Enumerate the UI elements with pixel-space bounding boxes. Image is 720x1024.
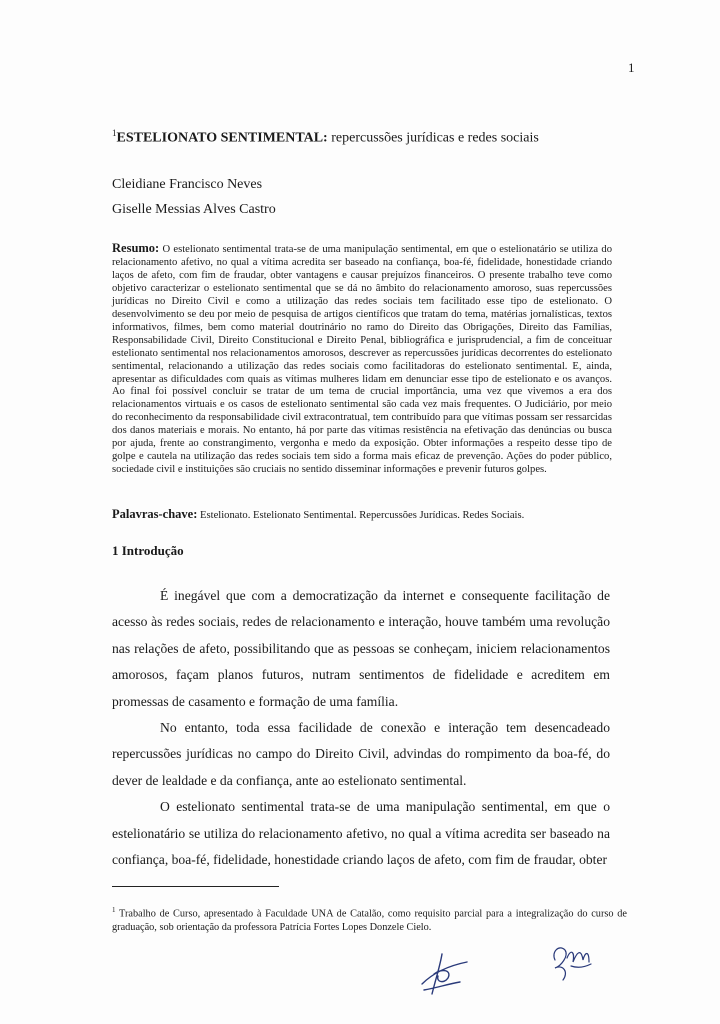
abstract-label: Resumo: <box>112 241 160 255</box>
keywords-text: Estelionato. Estelionato Sentimental. Repercussões Jurídicas. Redes Sociais. <box>197 510 525 521</box>
footnote-marker: 1 <box>112 906 116 914</box>
signature-2 <box>545 938 597 986</box>
footnote <box>112 904 627 934</box>
paper-title <box>112 128 539 147</box>
footnote-divider <box>112 886 279 887</box>
body-paragraph-1: É inegável que com a democratização da internet e consequente facilitação de acesso às redes sociais, redes de relacionamento e interação, houve também uma revolução nas relações de afeto, possibilitando que as pessoas se conheçam, iniciem relacionamentos amorosos, façam planos futuros, nutram sentimentos de fidelidade e acreditem em promessas de casamento e formação de uma família. <box>112 588 610 709</box>
section-title: 1 Introdução <box>112 543 184 558</box>
title-subtitle: repercussões jurídicas e redes sociais <box>327 130 539 146</box>
body-paragraph-3: O estelionato sentimental trata-se de uma manipulação sentimental, em que o estelionatário se utiliza do relacionamento afetivo, no qual a vítima acredita ser baseado na confiança, boa-fé, fidelidade, honestidade criando laços de afeto, com fim de fraudar, obter <box>112 799 610 868</box>
body-paragraph-2: No entanto, toda essa facilidade de conexão e interação tem desencadeado repercussões jurídicas no campo do Direito Civil, advindas do rompimento da boa-fé, do dever de lealdade e da confiança, ante ao estelionato sentimental. <box>112 720 610 788</box>
abstract <box>112 242 612 477</box>
page-number: 1 <box>628 60 635 75</box>
author-1: Cleidiane Francisco Neves <box>112 177 263 192</box>
title-footnote-marker: 1 <box>112 128 117 138</box>
abstract-text: O estelionato sentimental trata-se de uma manipulação sentimental, em que o estelionatário se utiliza do relacionamento afetivo, no qual a vítima acredita ser baseado na confiança, boa-fé, fidelidade, honestidade criando laços de afeto, com fim de fraudar, obter vantagens e causar prejuízos financeiros. O presente trabalho teve como objetivo caracterizar o estelionato sentimental que se dá no âmbito do relacionamento amoroso, suas repercussões jurídicas no Direito Civil e como a utilização das redes sociais tem facilitado esse tipo de estelionato. O desenvolvimento se deu por meio de pesquisa de artigos científicos que tratam do tema, matérias jornalísticas, textos informativos, filmes, bem como material doutrinário no ramo do Direito das Obrigações, Direito das Famílias, Responsabilidade Civil, Direito Constitucional e Direito Penal, bibliográfica e jurisprudencial, a fim de conceituar estelionato sentimental nos relacionamentos amorosos, descrever as repercussões jurídicas decorrentes do estelionato sentimental, relacionando a utilização das redes sociais como facilitadoras do estelionato sentimental. E, ainda, apresentar as dificuldades com quais as vítimas mulheres lidam em denunciar esse tipo de estelionato e os avanços. Ao final foi possível concluir se tratar de um tema de crucial importância, uma vez que vivemos a era dos relacionamentos virtuais e os casos de estelionato sentimental são cada vez mais frequentes. O Judiciário, por meio do reconhecimento da responsabilidade civil extracontratual, tem contribuído para que vítimas possam ser ressarcidas dos danos materiais e morais. No entanto, há por parte das vítimas resistência na efetivação das denúncias ou busca por ajuda, frente ao constrangimento, vergonha e medo da exposição. Obter informações a respeito desse tipo de golpe e cautela na utilização das redes sociais tem sido a forma mais eficaz de prevenção. Ações do poder público, sociedade civil e instituições são cruciais no sentido disseminar informações e prevenir futuros golpes. <box>112 244 612 476</box>
signature-1 <box>412 944 482 1000</box>
title-main: ESTELIONATO SENTIMENTAL: <box>116 130 328 146</box>
body-text <box>112 583 610 873</box>
author-2: Giselle Messias Alves Castro <box>112 202 276 217</box>
keywords-label: Palavras-chave: <box>112 507 198 521</box>
footnote-text: Trabalho de Curso, apresentado à Faculdade UNA de Catalão, como requisito parcial para a integralização do curso de graduação, sob orientação da professora Patrícia Fortes Lopes Donzele Cielo. <box>112 908 627 933</box>
keywords <box>112 507 632 522</box>
